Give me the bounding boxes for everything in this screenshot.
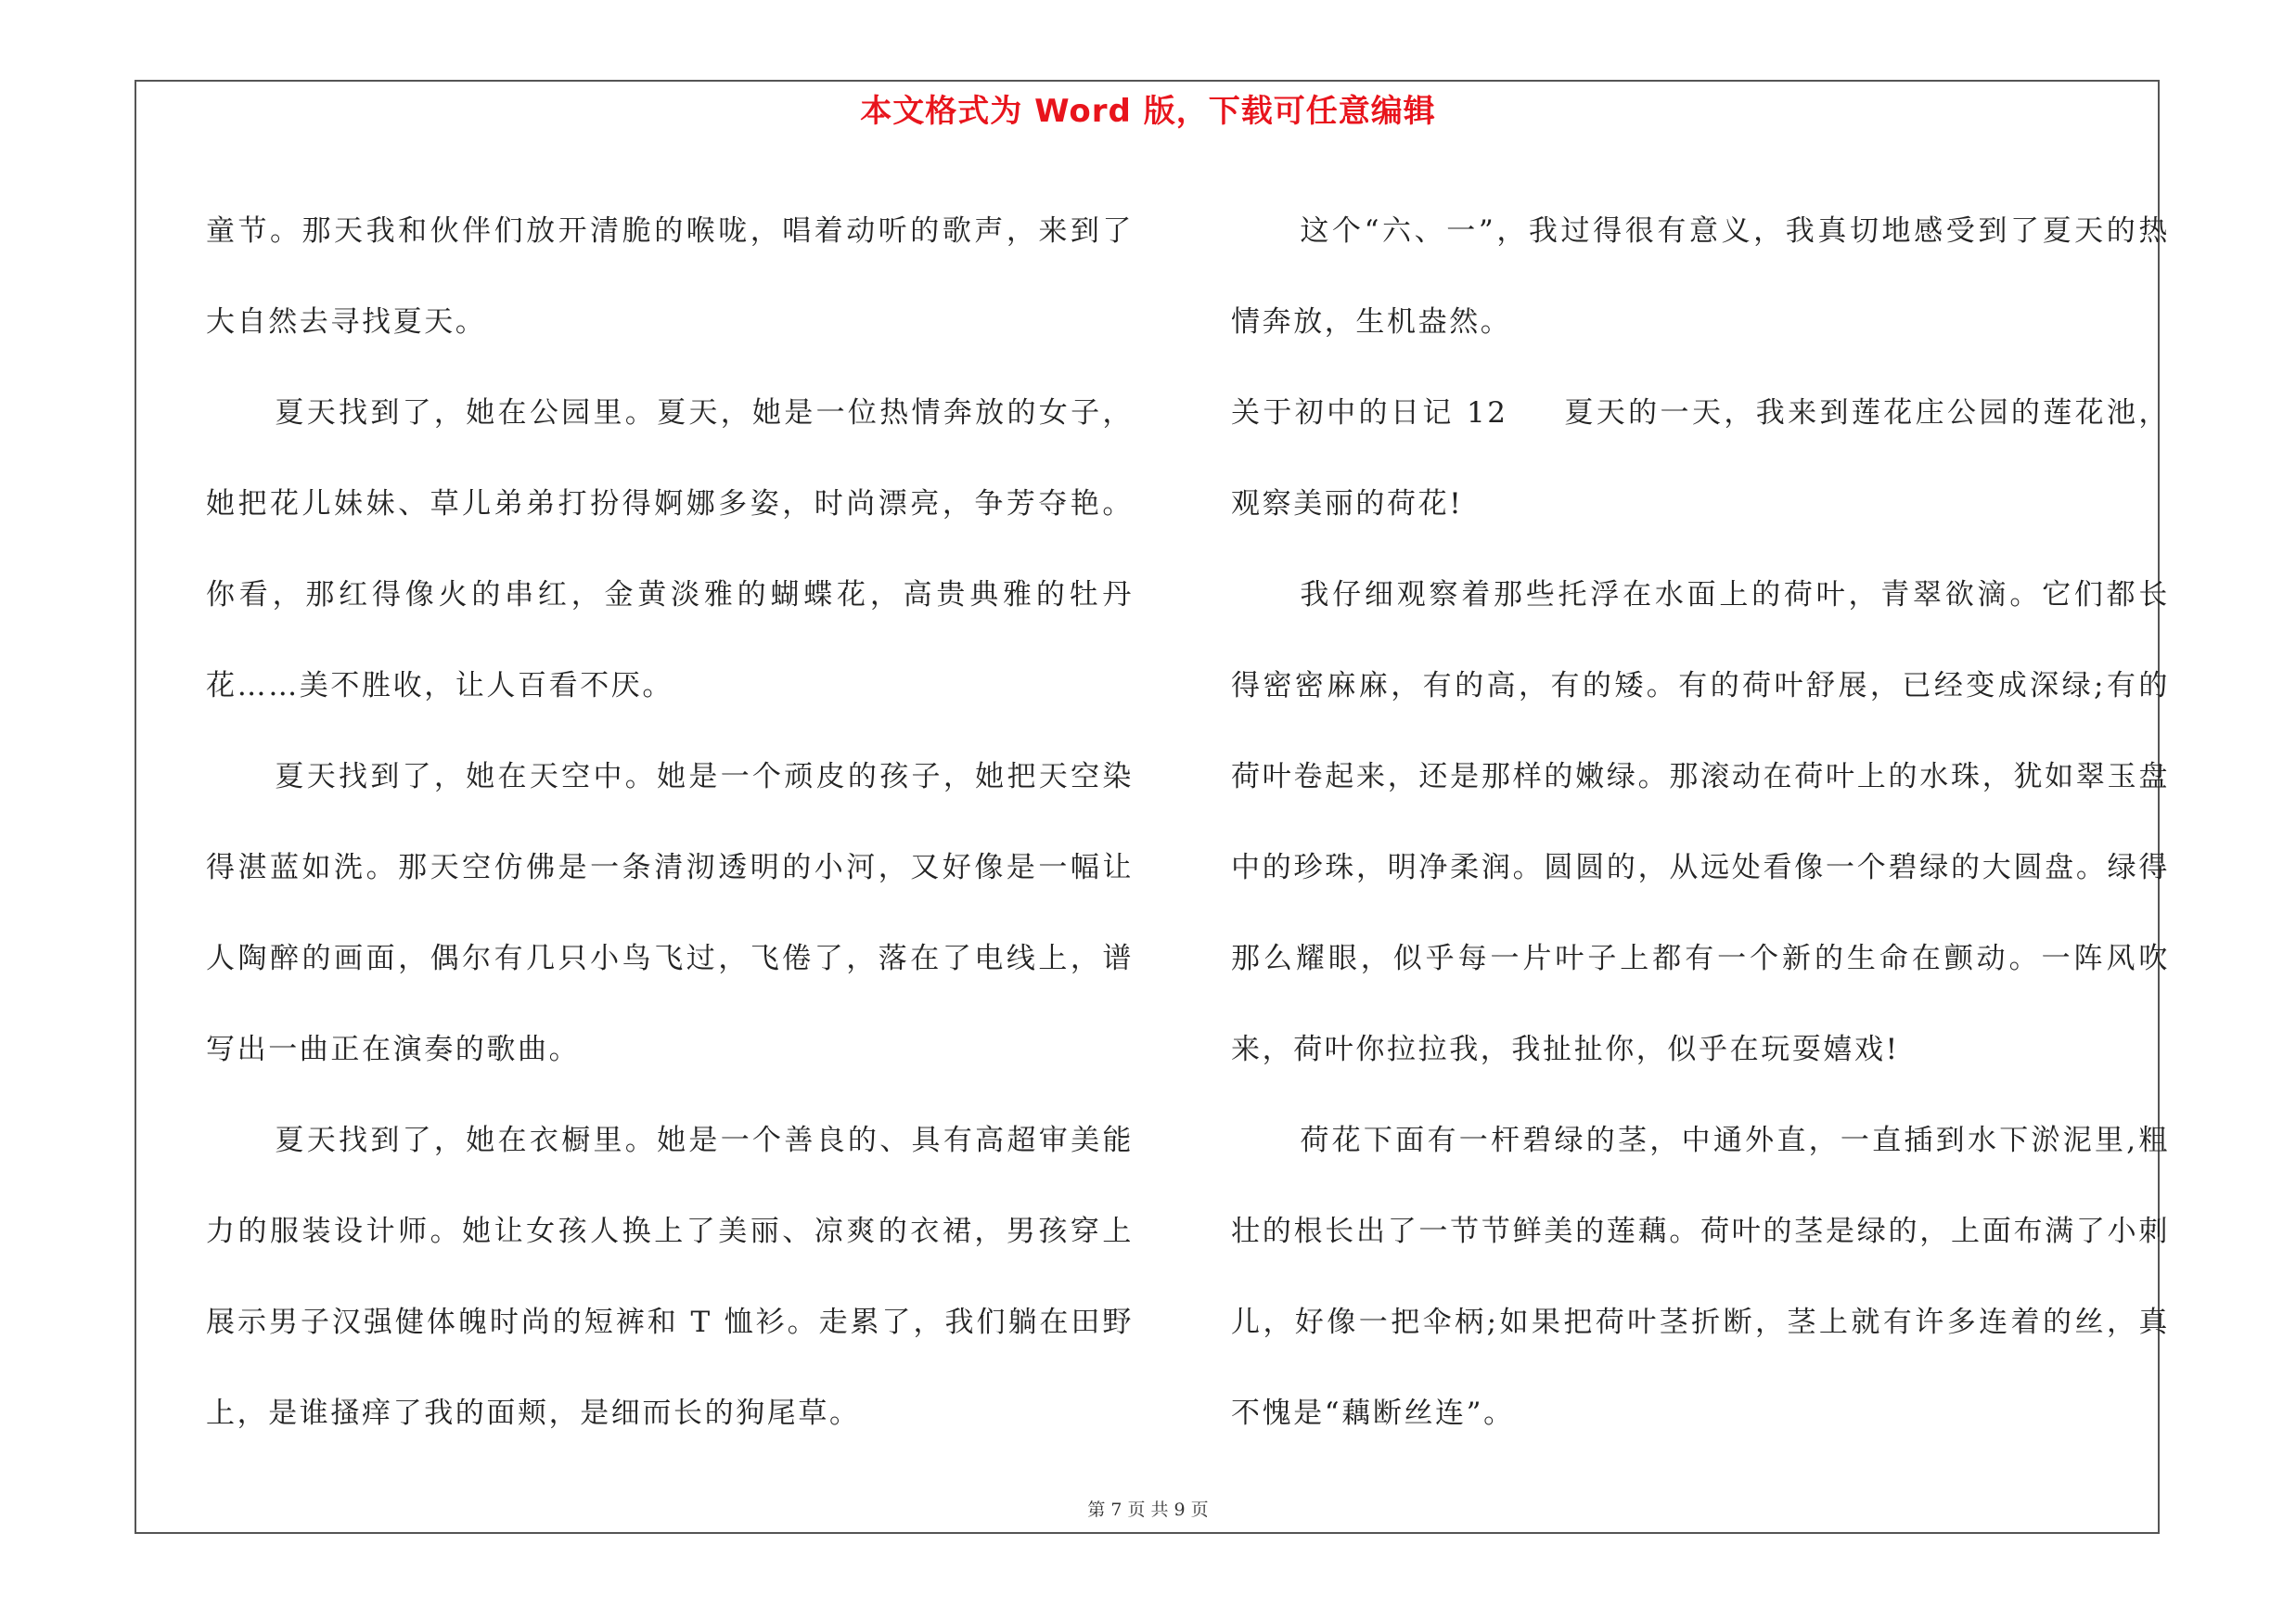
diary-heading-text: 夏天的一天，我来到莲花庄公园的莲花池，观察美丽的荷花! — [1231, 396, 2170, 521]
left-paragraph-3: 夏天找到了，她在天空中。她是一个顽皮的孩子，她把天空染得湛蓝如洗。那天空仿佛是一条清沏透明的小河，又好像是一幅让人陶醉的画面，偶尔有几只小鸟飞过，飞倦了，落在了电线上，谱写出一曲正在演奏的歌曲。 — [206, 760, 1134, 1066]
right-paragraph-1: 这个“六、一”，我过得很有意义，我真切地感受到了夏天的热情奔放，生机盎然。 — [1231, 214, 2170, 339]
page-number: 第 7 页 共 9 页 — [1087, 1500, 1209, 1520]
diary-heading: 关于初中的日记 12 — [1231, 396, 1508, 430]
right-column — [1231, 186, 2170, 1459]
left-paragraph-2: 夏天找到了，她在公园里。夏天，她是一位热情奔放的女子，她把花儿妹妹、草儿弟弟打扮得婀娜多姿，时尚漂亮，争芳夺艳。你看，那红得像火的串红，金黄淡雅的蝴蝶花，高贵典雅的牡丹花……美不胜收，让人百看不厌。 — [206, 396, 1134, 702]
right-paragraph-2: 我仔细观察着那些托浮在水面上的荷叶，青翠欲滴。它们都长得密密麻麻，有的高，有的矮。有的荷叶舒展，已经变成深绿;有的荷叶卷起来，还是那样的嫩绿。那滚动在荷叶上的水珠，犹如翠玉盘中的珍珠，明净柔润。圆圆的，从远处看像一个碧绿的大圆盘。绿得那么耀眼，似乎每一片叶子上都有一个新的生命在颤动。一阵风吹来，荷叶你拉拉我，我扯扯你，似乎在玩耍嬉戏! — [1231, 578, 2170, 1066]
format-banner: 本文格式为 Word 版，下载可任意编辑 — [860, 93, 1436, 130]
left-paragraph-1: 童节。那天我和伙伴们放开清脆的喉咙，唱着动听的歌声，来到了大自然去寻找夏天。 — [206, 214, 1134, 339]
right-paragraph-3: 荷花下面有一杆碧绿的茎，中通外直，一直插到水下淤泥里,粗壮的根长出了一节节鲜美的莲藕。荷叶的茎是绿的，上面布满了小刺儿，好像一把伞柄;如果把荷叶茎折断，茎上就有许多连着的丝，真不愧是“藕断丝连”。 — [1231, 1124, 2170, 1430]
left-column — [206, 186, 1134, 1459]
diary-heading-paragraph — [1231, 367, 2170, 549]
left-paragraph-4: 夏天找到了，她在衣橱里。她是一个善良的、具有高超审美能力的服装设计师。她让女孩人换上了美丽、凉爽的衣裙，男孩穿上展示男子汉强健体魄时尚的短裤和 T 恤衫。走累了，我们躺在田野上，是谁搔痒了我的面颊，是细而长的狗尾草。 — [206, 1124, 1134, 1430]
